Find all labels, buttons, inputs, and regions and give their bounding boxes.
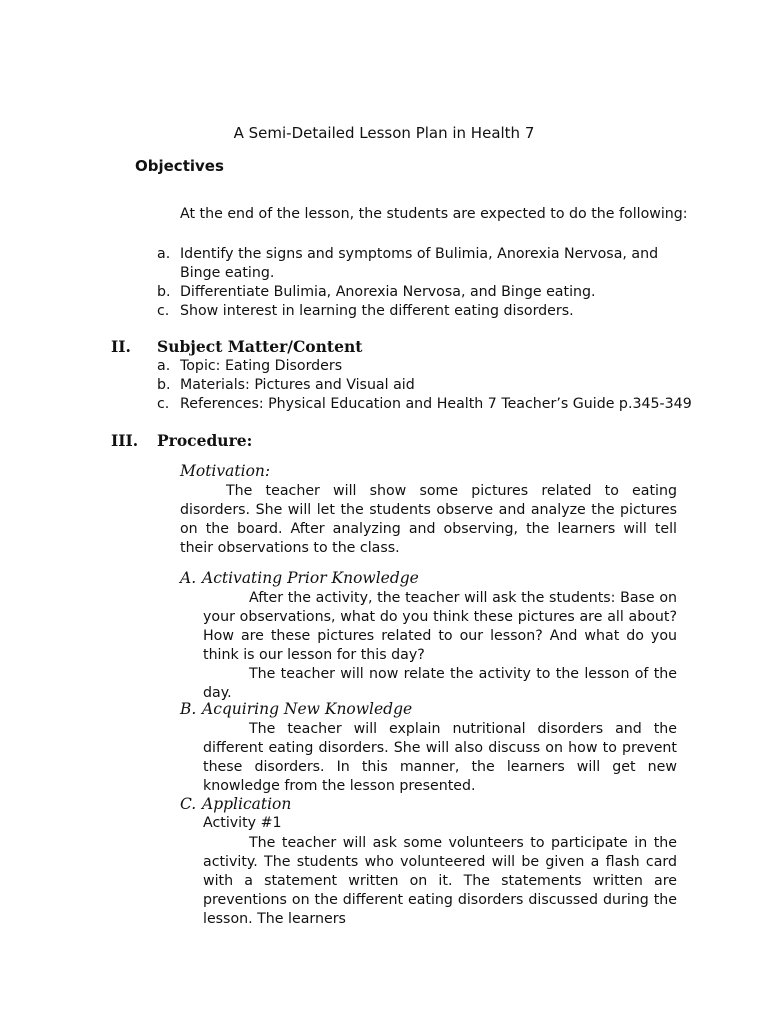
section-numeral-2: II. — [111, 337, 131, 356]
list-item: c. Show interest in learning the different eating disorders. — [157, 303, 574, 319]
section-numeral-3: III. — [111, 431, 139, 450]
list-item: b. Differentiate Bulimia, Anorexia Nervosa, and Binge eating. — [157, 284, 596, 300]
list-item: b. Materials: Pictures and Visual aid — [157, 377, 415, 393]
subject-matter-heading: Subject Matter/Content — [157, 337, 363, 356]
objectives-list — [157, 245, 682, 321]
application-heading: C. Application — [180, 795, 292, 813]
activating-text-2: The teacher will now relate the activity to the lesson of the day. — [203, 666, 677, 701]
application-text: The teacher will ask some volunteers to participate in the activity. The students who volunteered will be given a flash card with a statement written on it. The statements written are preventions on the different eating disorders discussed during the lesson. The learners — [203, 835, 677, 927]
activating-heading: A. Activating Prior Knowledge — [180, 569, 419, 587]
acquiring-text: The teacher will explain nutritional disorders and the different eating disorders. She will also discuss on how to prevent these disorders. In this manner, the learners will get new knowledge from the lesson presented. — [203, 721, 677, 794]
list-item: a. Identify the signs and symptoms of Bulimia, Anorexia Nervosa, and Binge eating. — [157, 246, 659, 281]
motivation-text: The teacher will show some pictures related to eating disorders. She will let the students observe and analyze the pictures on the board. After analyzing and observing, the learners will tell their observations to the class. — [180, 483, 677, 556]
list-item: a. Topic: Eating Disorders — [157, 358, 343, 374]
subject-matter-list — [157, 357, 697, 414]
objectives-heading: Objectives — [135, 157, 224, 175]
objectives-intro: At the end of the lesson, the students are expected to do the following: — [180, 206, 688, 222]
activating-text: After the activity, the teacher will ask the students: Base on your observations, what do you think these pictures are all about? How are these pictures related to our lesson? And what do you think is our lesson for this day? — [203, 590, 677, 663]
page-title: A Semi-Detailed Lesson Plan in Health 7 — [233, 124, 535, 142]
list-item: c. References: Physical Education and Health 7 Teacher’s Guide p.345-349 — [157, 396, 692, 412]
acquiring-heading: B. Acquiring New Knowledge — [180, 700, 413, 718]
activity-label: Activity #1 — [203, 815, 282, 831]
procedure-heading: Procedure: — [157, 431, 253, 450]
motivation-heading: Motivation: — [180, 462, 271, 480]
